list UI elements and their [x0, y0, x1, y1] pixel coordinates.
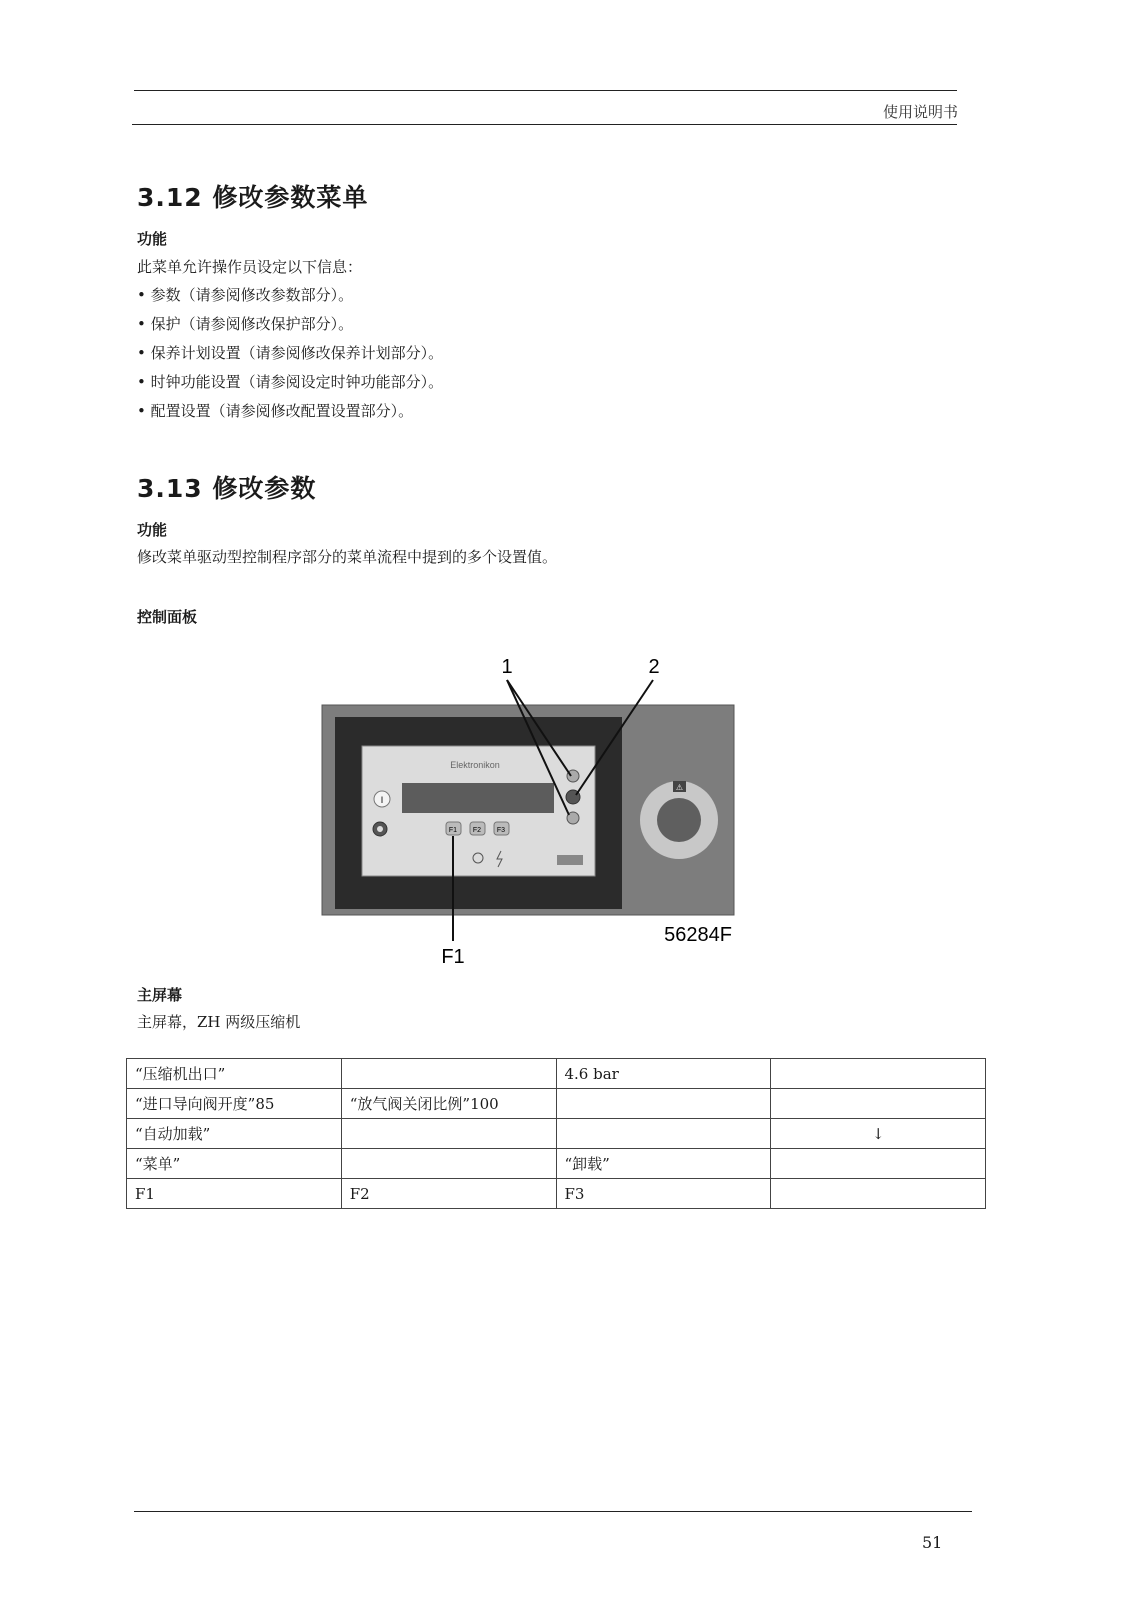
section-313-description: 修改菜单驱动型控制程序部分的菜单流程中提到的多个设置值。	[137, 548, 558, 566]
list-item: • 保护（请参阅修改保护部分）。	[137, 313, 443, 342]
callout-2-label: 2	[648, 656, 660, 678]
table-cell: “菜单”	[127, 1149, 342, 1179]
f2-key-label: F2	[472, 827, 482, 834]
brand-label: Elektronikon	[450, 760, 500, 770]
main-screen-caption: 主屏幕，ZH 两级压缩机	[137, 1013, 301, 1031]
table-cell: “自动加载”	[127, 1119, 342, 1149]
table-cell	[771, 1059, 986, 1089]
brand-logo	[557, 855, 583, 865]
section-312-heading: 3.12 修改参数菜单	[137, 183, 369, 212]
table-cell	[556, 1119, 771, 1149]
f1-key-label: F1	[448, 827, 458, 834]
table-row	[127, 1059, 986, 1089]
table-cell: “卸载”	[556, 1149, 771, 1179]
section-312-bullet-list	[137, 284, 443, 429]
table-cell: 4.6 bar	[556, 1059, 771, 1089]
table-row	[127, 1149, 986, 1179]
page-number: 51	[922, 1533, 943, 1552]
start-button-label: I	[380, 795, 384, 805]
table-cell	[341, 1149, 556, 1179]
main-screen-title: 主屏幕	[137, 986, 183, 1004]
table-cell	[556, 1089, 771, 1119]
control-panel-figure	[300, 645, 770, 975]
table-cell: “压缩机出口”	[127, 1059, 342, 1089]
callout-f1-label: F1	[441, 946, 465, 968]
f3-key-label: F3	[496, 827, 506, 834]
stop-button-inner	[377, 826, 383, 832]
table-cell: “放气阀关闭比例”100	[341, 1089, 556, 1119]
list-item: • 时钟功能设置（请参阅设定时钟功能部分）。	[137, 371, 443, 400]
section-312-function-title: 功能	[137, 230, 168, 248]
list-item: • 保养计划设置（请参阅修改保养计划部分）。	[137, 342, 443, 371]
table-cell: “进口导向阀开度”85	[127, 1089, 342, 1119]
lcd-display	[402, 783, 554, 813]
header-title: 使用说明书	[882, 103, 958, 121]
header-top-rule	[134, 90, 957, 91]
list-item: • 配置设置（请参阅修改配置设置部分）。	[137, 400, 443, 429]
table-row	[127, 1089, 986, 1119]
table-cell	[341, 1119, 556, 1149]
section-313-function-title: 功能	[137, 521, 168, 539]
table-row	[127, 1119, 986, 1149]
scroll-down-arrow-cell: ↓	[771, 1119, 986, 1149]
table-cell: F3	[556, 1179, 771, 1209]
section-313-heading: 3.13 修改参数	[137, 474, 317, 503]
callout-1-label: 1	[501, 656, 513, 678]
warning-icon: ⚠	[675, 783, 684, 792]
table-cell: F1	[127, 1179, 342, 1209]
main-screen-table	[126, 1058, 986, 1209]
section-312-intro: 此菜单允许操作员设定以下信息：	[137, 258, 363, 276]
table-cell	[771, 1149, 986, 1179]
header-bottom-rule	[132, 124, 957, 125]
table-cell: F2	[341, 1179, 556, 1209]
table-row	[127, 1179, 986, 1209]
footer-rule	[134, 1511, 972, 1512]
emergency-stop-button[interactable]	[657, 798, 701, 842]
table-cell	[771, 1179, 986, 1209]
control-panel-title: 控制面板	[137, 608, 198, 626]
figure-code: 56284F	[664, 924, 732, 946]
table-cell	[341, 1059, 556, 1089]
list-item: • 参数（请参阅修改参数部分）。	[137, 284, 443, 313]
table-cell	[771, 1089, 986, 1119]
